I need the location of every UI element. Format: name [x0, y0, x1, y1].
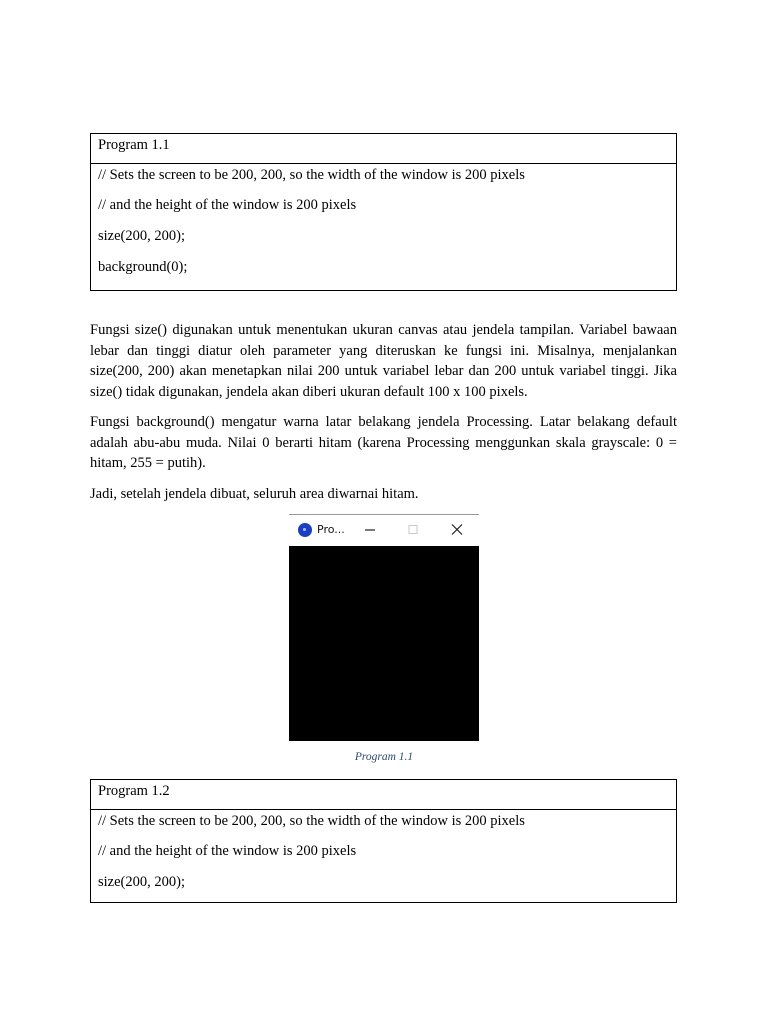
window-title: Pro... — [317, 523, 345, 536]
paragraph-size-function: Fungsi size() digunakan untuk menentukan ukuran canvas atau jendela tampilan. Variabel bawaan lebar dan tinggi diatur oleh parameter yang diteruskan ke fungsi ini. Misalnya, menjalankan size(200, 200) akan menetapkan nilai 200 untuk variabel lebar dan 200 untuk variabel tinggi. Jika size() tidak digunakan, jendela akan diberi ukuran default 100 x 100 pixels. — [90, 322, 677, 400]
black-canvas — [289, 546, 479, 741]
code-line: // Sets the screen to be 200, 200, so the width of the window is 200 pixels — [98, 167, 525, 183]
program-1-2-code — [91, 810, 676, 902]
processing-window-screenshot — [289, 514, 479, 740]
window-titlebar — [289, 515, 477, 545]
close-icon — [446, 520, 468, 540]
code-line: // and the height of the window is 200 pixels — [98, 197, 357, 213]
program-1-2-title: Program 1.2 — [91, 780, 676, 810]
program-1-1-box — [90, 133, 677, 291]
program-1-2-box — [90, 779, 677, 903]
code-line: // and the height of the window is 200 pixels — [98, 843, 357, 859]
code-line: size(200, 200); — [98, 228, 185, 244]
paragraph-summary: Jadi, setelah jendela dibuat, seluruh area diwarnai hitam. — [90, 486, 419, 502]
program-1-1-code — [91, 164, 676, 290]
figure-caption: Program 1.1 — [354, 751, 414, 763]
maximize-icon — [402, 520, 424, 540]
program-1-1-title: Program 1.1 — [91, 134, 676, 164]
minimize-icon — [359, 520, 381, 540]
code-line: // Sets the screen to be 200, 200, so the width of the window is 200 pixels — [98, 813, 525, 829]
code-line: size(200, 200); — [98, 874, 185, 890]
code-line: background(0); — [98, 259, 188, 275]
processing-app-icon — [298, 523, 312, 537]
paragraph-background-function: Fungsi background() mengatur warna latar belakang jendela Processing. Latar belakang default adalah abu-abu muda. Nilai 0 berarti hitam (karena Processing menggunkan skala grayscale: 0 = hitam, 255 = putih). — [90, 414, 677, 471]
